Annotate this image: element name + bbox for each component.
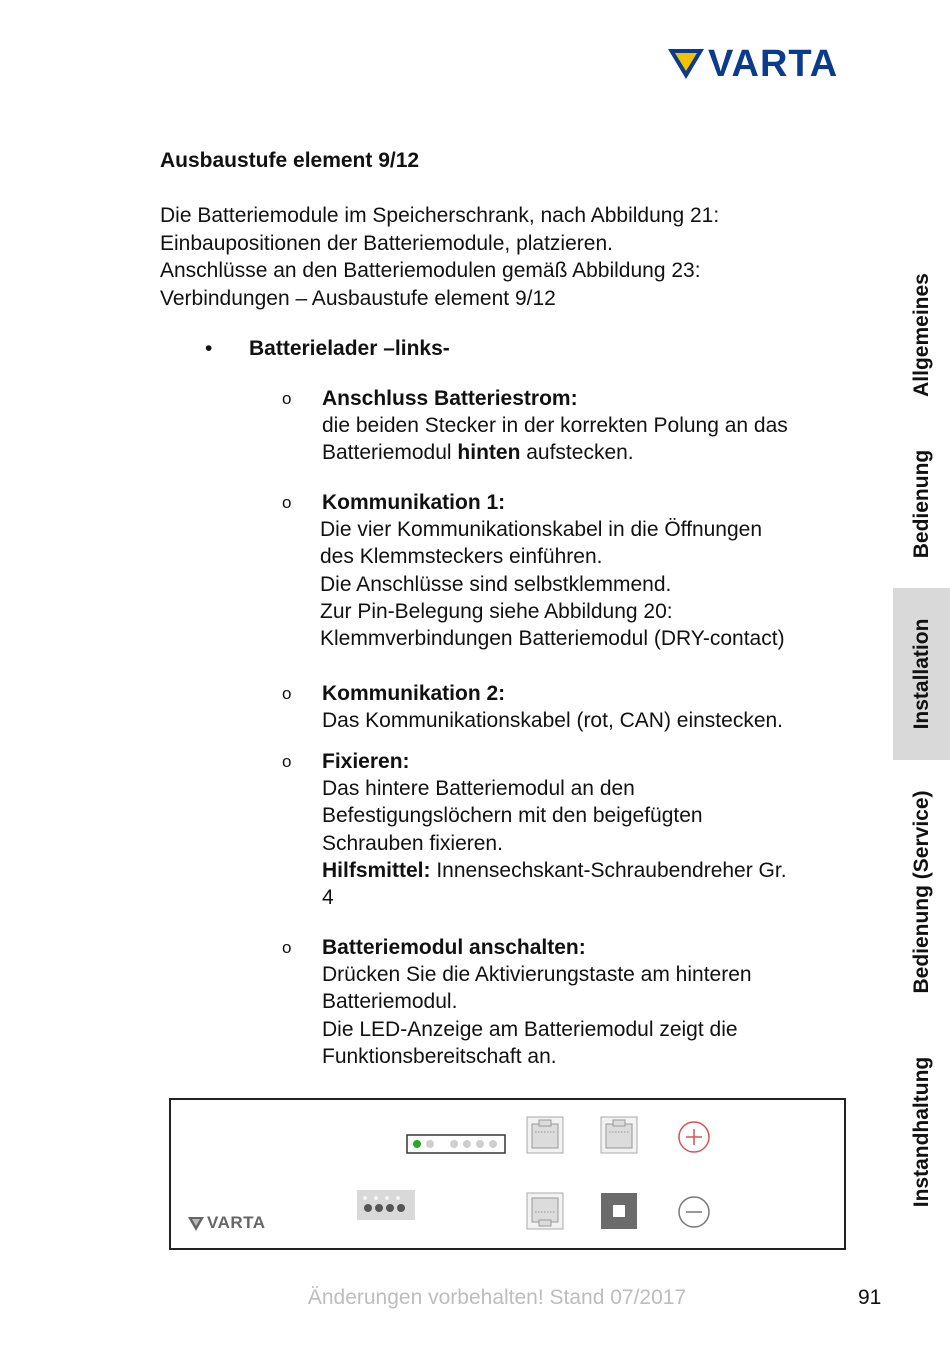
- rj45-port-icon: [527, 1117, 563, 1153]
- sub-item-line: Die LED-Anzeige am Batteriemodul zeigt die: [322, 1017, 738, 1041]
- sub-item-line: [322, 857, 842, 884]
- minus-terminal-icon: [679, 1197, 709, 1227]
- led-bar-icon: [407, 1135, 505, 1153]
- intro-line: Die Batteriemodule im Speicherschrank, nach Abbildung 21:: [160, 204, 720, 227]
- sub-item-marker: o: [282, 389, 292, 408]
- sub-item-heading: Kommunikation 2:: [322, 682, 506, 705]
- sub-item-line: Drücken Sie die Aktivierungstaste am hinteren: [322, 963, 752, 987]
- sub-item-line: Befestigungslöchern mit den beigefügten: [322, 804, 703, 828]
- tab-label: Allgemeines: [909, 273, 933, 397]
- tab-label: Installation: [909, 618, 933, 730]
- sub-item-line: Das hintere Batteriemodul an den: [322, 777, 635, 801]
- footer-note: Änderungen vorbehalten! Stand 07/2017: [307, 1286, 687, 1309]
- tab-label: Instandhaltung: [909, 1056, 933, 1208]
- panel-brand-name: VARTA: [207, 1213, 266, 1232]
- emphasis-text: hinten: [457, 441, 521, 465]
- section-title: Ausbaustufe element 9/12: [160, 149, 420, 172]
- bullet-marker: •: [205, 337, 213, 360]
- sub-item-line: Die vier Kommunikationskabel in die Öffnungen: [320, 518, 763, 542]
- rj45-port-icon: [527, 1193, 563, 1229]
- sub-item-line: Das Kommunikationskabel (rot, CAN) einstecken.: [322, 709, 784, 733]
- chapter-sidebar: [893, 250, 950, 1240]
- terminal-block-icon: [357, 1190, 415, 1220]
- sub-item-line: Funktionsbereitschaft an.: [322, 1044, 557, 1068]
- sub-item-marker: o: [282, 752, 292, 771]
- sub-item-heading: Anschluss Batteriestrom:: [322, 387, 578, 410]
- intro-line: Verbindungen – Ausbaustufe element 9/12: [160, 286, 556, 310]
- sub-item-line: Zur Pin-Belegung siehe Abbildung 20:: [320, 599, 673, 623]
- power-button-icon: [601, 1193, 637, 1229]
- varta-chevron-icon: [188, 1217, 204, 1231]
- sub-item-line: die beiden Stecker in der korrekten Polung an das: [322, 414, 788, 438]
- tab-bedienung[interactable]: [893, 420, 950, 588]
- plus-terminal-icon: [679, 1122, 709, 1152]
- tab-bedienung-service[interactable]: [893, 760, 950, 1024]
- sub-item-marker: o: [282, 938, 292, 957]
- rj45-port-icon: [601, 1117, 637, 1153]
- sub-item-marker: o: [282, 684, 292, 703]
- sub-item-heading: Batteriemodul anschalten:: [322, 936, 586, 959]
- page-number: 91: [858, 1286, 882, 1309]
- sub-item-line: Batteriemodul hinten aufstecken.: [322, 441, 634, 465]
- sub-item-heading: Fixieren:: [322, 750, 410, 773]
- intro-line: Einbaupositionen der Batteriemodule, platzieren.: [160, 231, 613, 255]
- sub-item-line: 4: [322, 886, 334, 910]
- battery-module-figure: [169, 1098, 846, 1250]
- sub-item-line: des Klemmsteckers einführen.: [320, 545, 603, 569]
- brand-name: VARTA: [708, 43, 839, 85]
- tool-text: Innensechskant-Schraubendreher Gr.: [430, 858, 787, 882]
- tab-instandhaltung[interactable]: [893, 1024, 950, 1240]
- sub-item-line: Batteriemodul.: [322, 990, 458, 1014]
- intro-line: Anschlüsse an den Batteriemodulen gemäß Abbildung 23:: [160, 259, 701, 282]
- brand-logo: [668, 43, 878, 85]
- sub-item-line: Klemmverbindungen Batteriemodul (DRY-contact): [320, 627, 785, 651]
- tab-label: Bedienung: [909, 449, 933, 559]
- tab-installation[interactable]: [893, 588, 950, 760]
- intro-paragraph: [160, 202, 860, 312]
- varta-chevron-icon: [668, 47, 704, 81]
- tool-label: Hilfsmittel:: [322, 858, 431, 882]
- battery-module-panel-drawing: [171, 1100, 844, 1248]
- sub-item-heading: Kommunikation 1:: [322, 491, 506, 514]
- sub-item-line: Die Anschlüsse sind selbstklemmend.: [320, 572, 672, 596]
- tab-label: Bedienung (Service): [909, 790, 933, 994]
- bullet-label: Batterielader –links-: [249, 337, 450, 360]
- sub-item-marker: o: [282, 493, 292, 512]
- sub-item-line: Schrauben fixieren.: [322, 831, 503, 855]
- tab-allgemeines[interactable]: [893, 250, 950, 420]
